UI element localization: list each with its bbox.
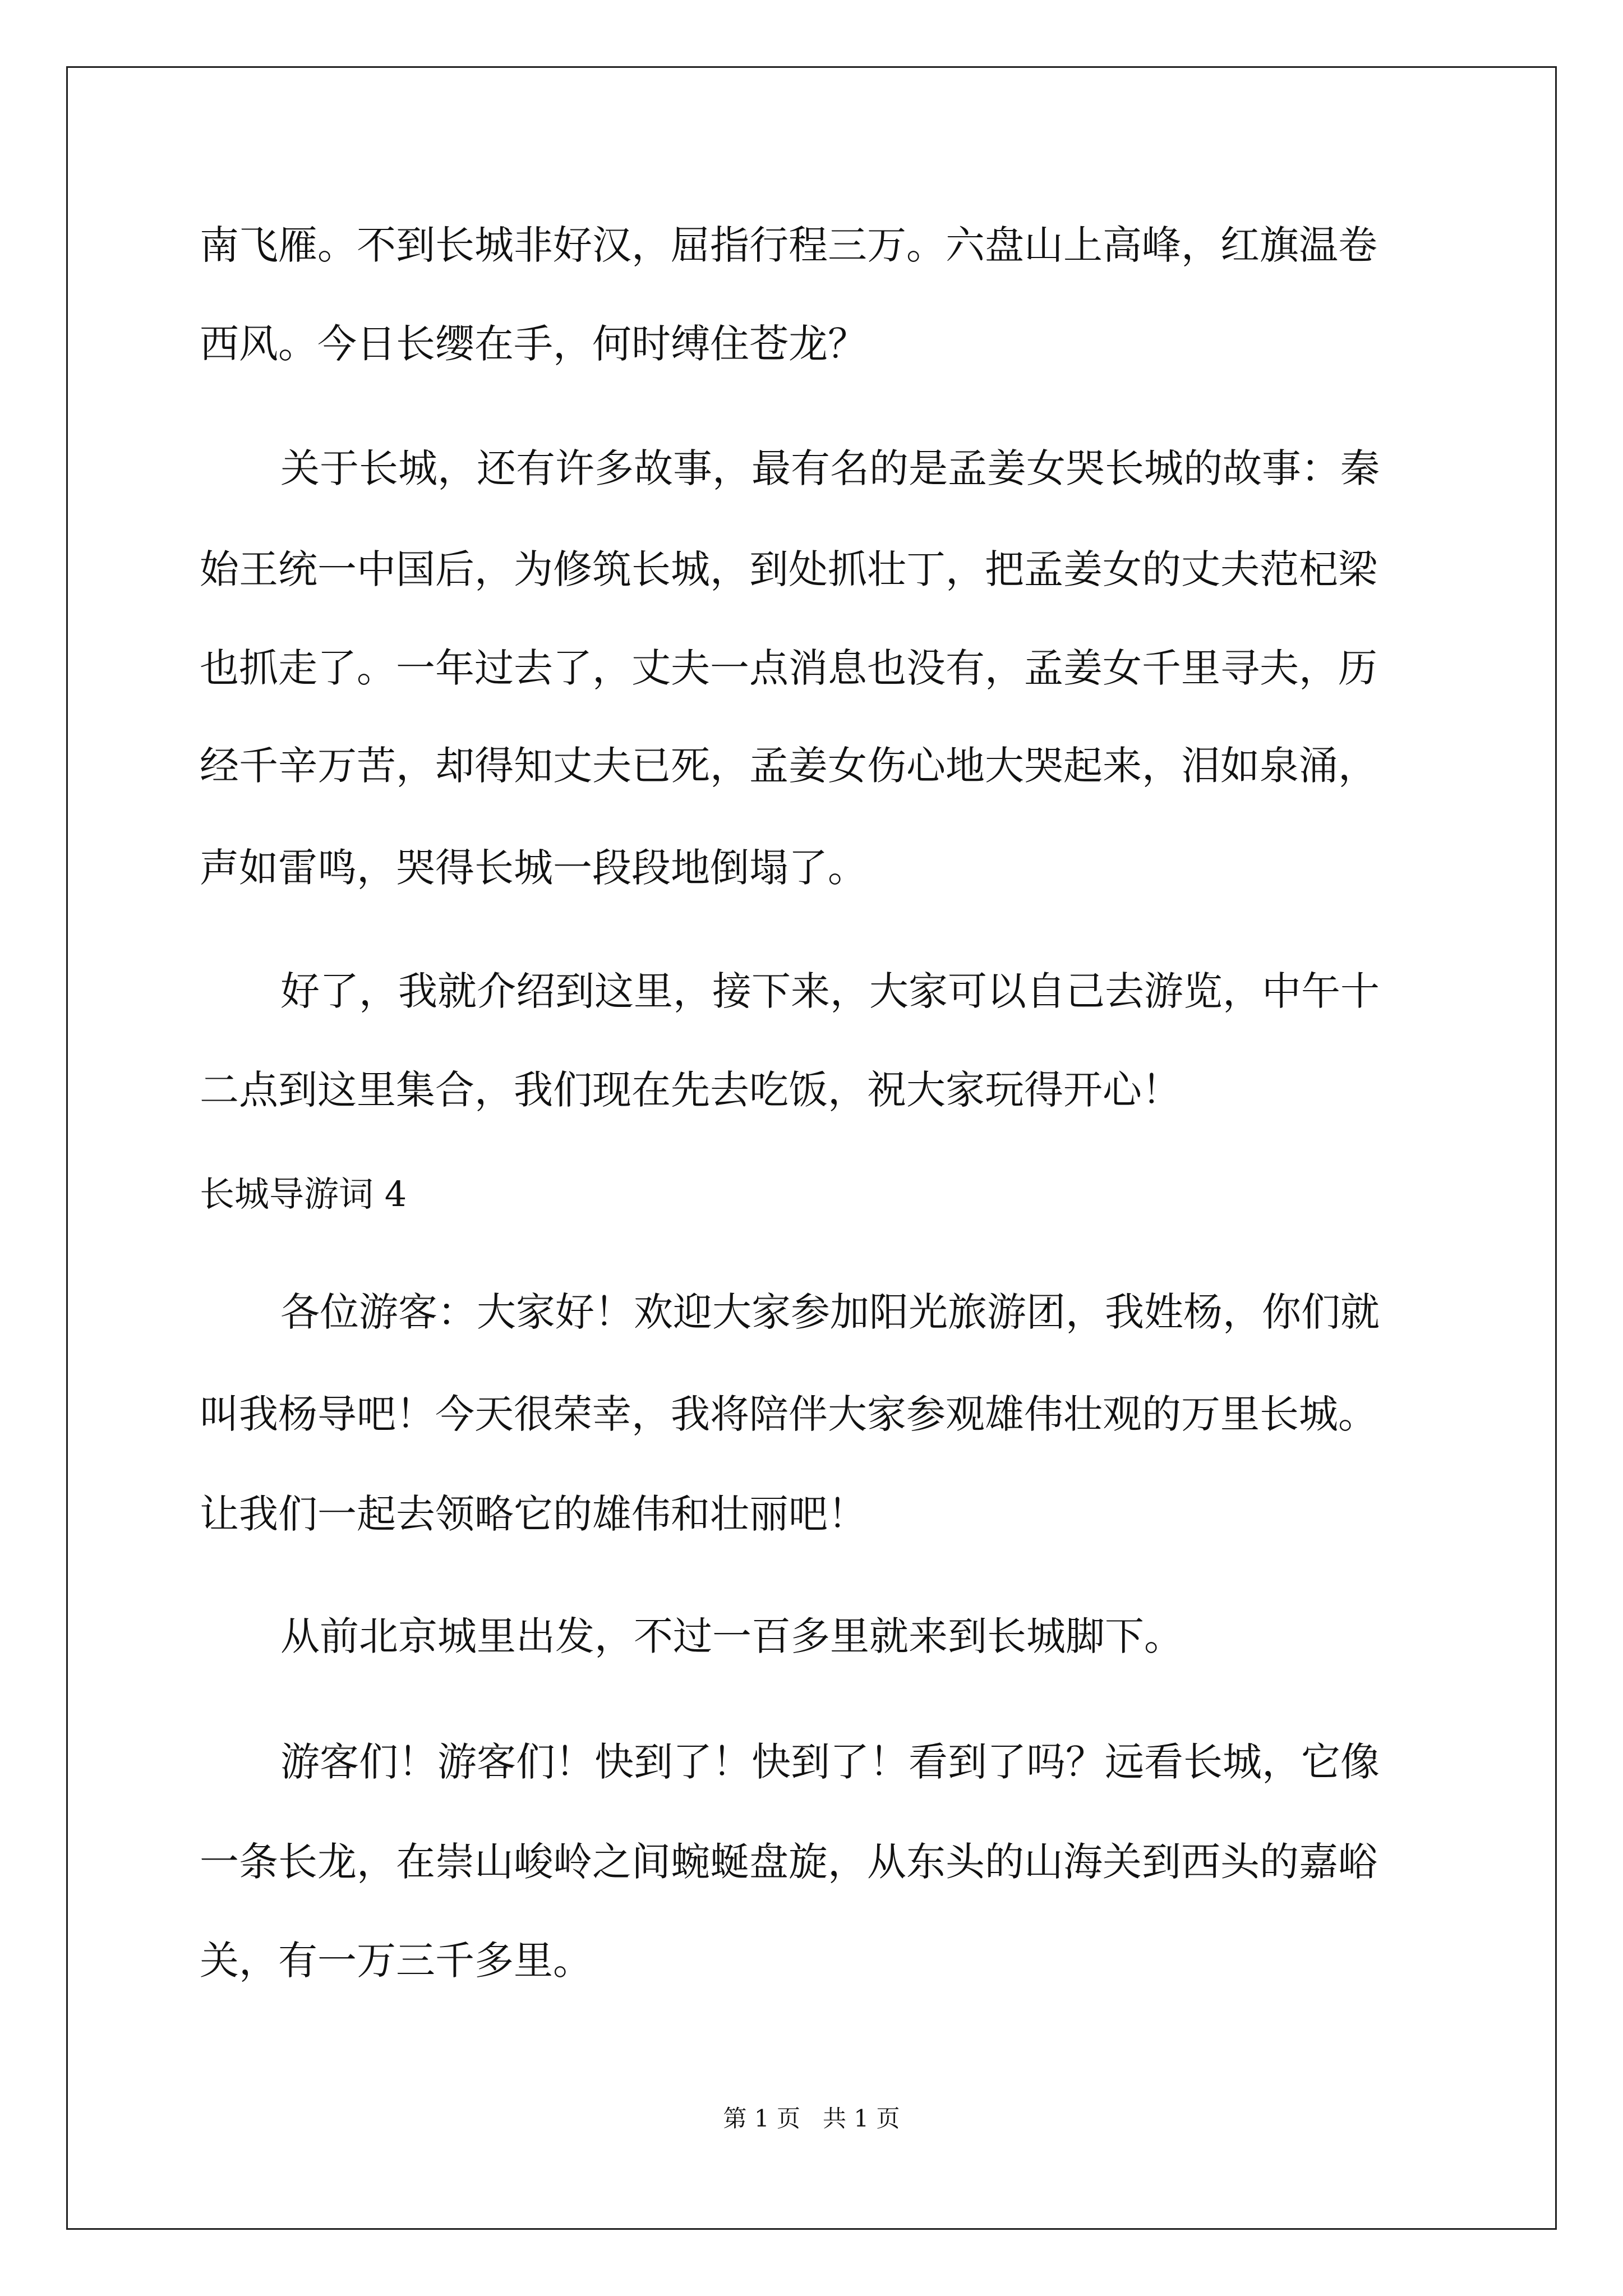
section-heading: 长城导游词 4: [200, 1174, 407, 1214]
paragraph-first-line: 游客们！游客们！快到了！快到了！看到了吗？远看长城，它像: [280, 1739, 1380, 1785]
text-line: 始王统一中国后，为修筑长城，到处抓壮丁，把孟姜女的丈夫范杞梁: [200, 546, 1377, 592]
paragraph-first-line: 好了，我就介绍到这里，接下来，大家可以自己去游览，中午十: [280, 968, 1380, 1014]
paragraph-first-line: 从前北京城里出发，不过一百多里就来到长城脚下。: [280, 1613, 1183, 1659]
text-line: 经千辛万苦，却得知丈夫已死，孟姜女伤心地大哭起来，泪如泉涌，: [200, 743, 1377, 789]
page-number: 第 1 页 共 1 页: [723, 2105, 900, 2132]
text-line: 西风。今日长缨在手，何时缚住苍龙？: [200, 321, 867, 367]
page-border: [66, 66, 1557, 2230]
text-line: 让我们一起去领略它的雄伟和壮丽吧！: [200, 1491, 867, 1537]
text-line: 一条长龙，在崇山峻岭之间蜿蜒盘旋，从东头的山海关到西头的嘉峪: [200, 1839, 1377, 1885]
text-line: 南飞雁。不到长城非好汉，屈指行程三万。六盘山上高峰，红旗温卷: [200, 222, 1377, 268]
paragraph-first-line: 关于长城，还有许多故事，最有名的是孟姜女哭长城的故事：秦: [280, 445, 1380, 491]
text-line: 叫我杨导吧！今天很荣幸，我将陪伴大家参观雄伟壮观的万里长城。: [200, 1391, 1377, 1437]
text-line: 二点到这里集合，我们现在先去吃饭，祝大家玩得开心！: [200, 1067, 1181, 1113]
text-line: 关，有一万三千多里。: [200, 1938, 592, 1984]
text-line: 声如雷鸣，哭得长城一段段地倒塌了。: [200, 845, 867, 891]
text-line: 也抓走了。一年过去了，丈夫一点消息也没有，孟姜女千里寻夫，历: [200, 645, 1377, 691]
paragraph-first-line: 各位游客：大家好！欢迎大家参加阳光旅游团，我姓杨，你们就: [280, 1289, 1380, 1335]
